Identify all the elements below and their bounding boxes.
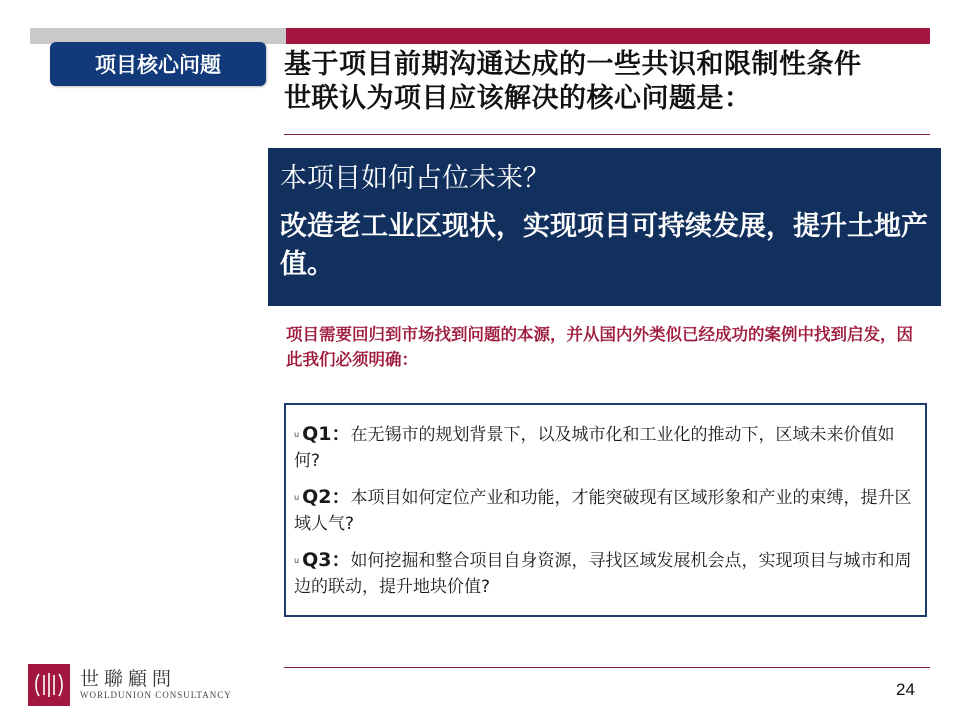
core-question-panel (268, 148, 941, 306)
question-label: Q1： (302, 423, 351, 445)
core-question: 本项目如何占位未来？ (280, 163, 550, 194)
bullet-icon: u (294, 430, 300, 439)
core-answer: 改造老工业区现状，实现项目可持续发展，提升土地产值。 (280, 211, 928, 280)
question-item (294, 547, 915, 600)
question-item (294, 421, 915, 474)
question-text: 在无锡市的规划背景下，以及城市化和工业化的推动下，区域未来价值如何? (294, 425, 895, 471)
header-red-bar (286, 28, 930, 44)
worldunion-logo-icon (28, 664, 70, 706)
section-label: 项目核心问题 (95, 53, 221, 77)
context-note: 项目需要回归到市场找到问题的本源，并从国内外类似已经成功的案例中找到启发，因此我们必须明确： (286, 325, 913, 369)
bullet-icon: u (294, 556, 300, 565)
title-divider (284, 134, 930, 135)
logo-english-name: WORLDUNION CONSULTANCY (80, 690, 232, 700)
footer-divider (284, 667, 930, 668)
questions-box (284, 403, 927, 617)
bullet-icon: u (294, 493, 300, 502)
question-item (294, 484, 915, 537)
title-line-1: 基于项目前期沟通达成的一些共识和限制性条件 (284, 49, 862, 80)
section-badge (50, 42, 266, 86)
title-line-2: 世联认为项目应该解决的核心问题是： (284, 83, 752, 114)
slide-title (284, 48, 954, 116)
page-number: 24 (896, 680, 915, 699)
question-label: Q3： (302, 549, 351, 571)
question-label: Q2： (302, 486, 351, 508)
question-text: 如何挖掘和整合项目自身资源，寻找区域发展机会点，实现项目与城市和周边的联动，提升地块价值? (294, 551, 912, 597)
question-text: 本项目如何定位产业和功能，才能突破现有区域形象和产业的束缚，提升区域人气? (294, 488, 912, 534)
logo-chinese-name: 世聯顧問 (80, 668, 177, 690)
